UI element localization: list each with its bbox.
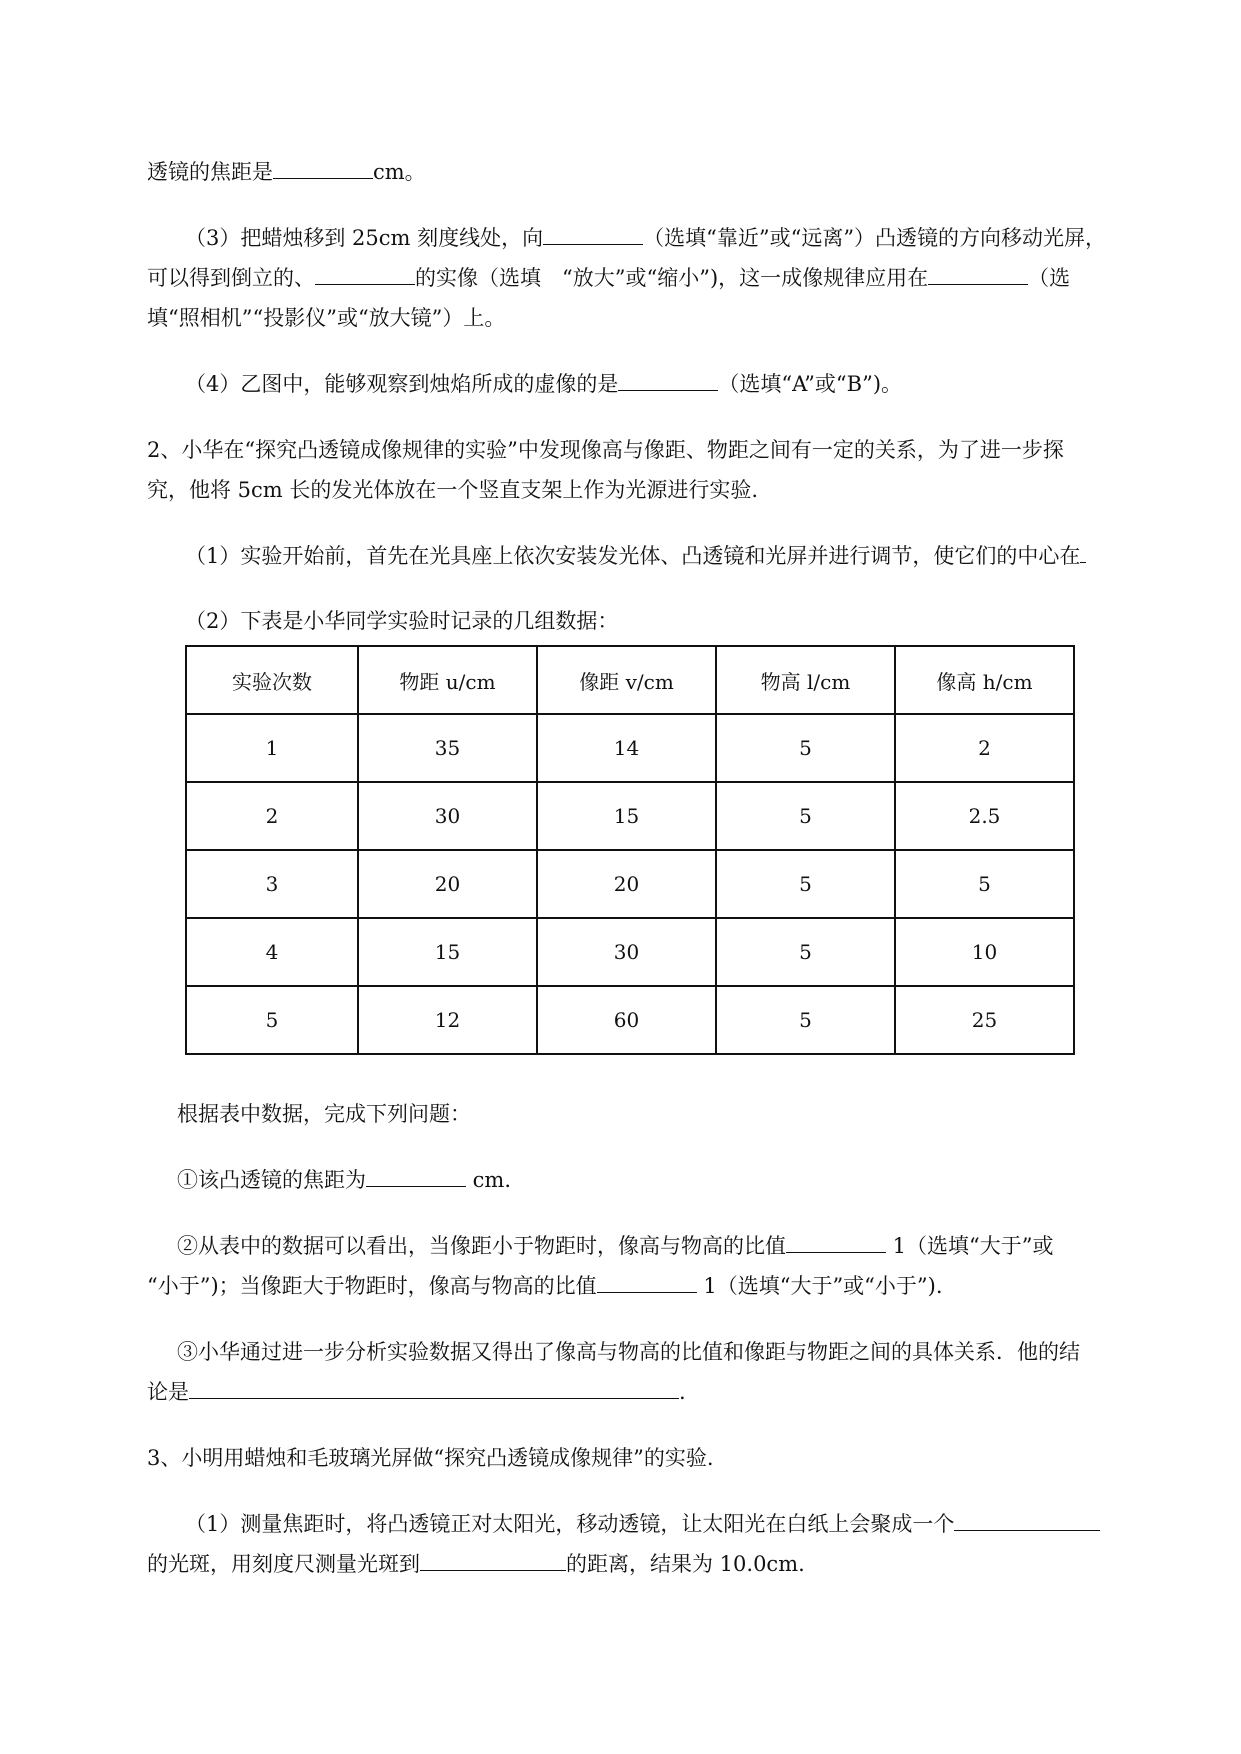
table-cell: 25	[895, 986, 1074, 1054]
table-cell: 3	[186, 850, 358, 918]
text-line-15	[147, 1378, 686, 1406]
text: .	[679, 1380, 686, 1404]
text: （3）把蜡烛移到 25cm 刻度线处，向	[185, 226, 544, 250]
text-line-13	[147, 1272, 943, 1300]
table-cell: 2.5	[895, 782, 1074, 850]
text: 3、小明用蜡烛和毛玻璃光屏做“探究凸透镜成像规律”的实验.	[147, 1446, 714, 1470]
table-header-row	[186, 646, 1074, 714]
answer-blank[interactable]	[189, 1378, 679, 1399]
text: 的实像（选填 “放大”或“缩小”)，这一成像规律应用在	[415, 266, 929, 290]
table-cell: 5	[716, 986, 895, 1054]
text: 1（选填“大于”或“小于”).	[696, 1274, 943, 1298]
text-line-6	[147, 436, 1064, 464]
table-cell: 2	[186, 782, 358, 850]
table-row	[186, 782, 1074, 850]
text: 2、小华在“探究凸透镜成像规律的实验”中发现像高与像距、物距之间有一定的关系，为了进一步探	[147, 438, 1064, 462]
table-row	[186, 986, 1074, 1054]
table-header-cell: 实验次数	[186, 646, 358, 714]
text: cm。	[373, 160, 426, 184]
table-cell: 1	[186, 714, 358, 782]
table-cell: 4	[186, 918, 358, 986]
text-line-9	[185, 607, 618, 635]
text-line-16	[147, 1444, 714, 1472]
table-header-cell: 像距 v/cm	[537, 646, 716, 714]
table-header-cell: 物距 u/cm	[358, 646, 537, 714]
text: cm.	[466, 1168, 512, 1192]
answer-blank[interactable]	[420, 1550, 566, 1571]
answer-blank[interactable]	[954, 1510, 1100, 1531]
table-cell: 15	[537, 782, 716, 850]
text: （选填“靠近”或“远离”）凸透镜的方向移动光屏，	[643, 226, 1107, 250]
text-line-4	[147, 304, 505, 332]
table-cell: 20	[358, 850, 537, 918]
answer-blank[interactable]	[543, 224, 643, 245]
table-cell: 5	[186, 986, 358, 1054]
text-line-1	[147, 158, 426, 186]
text-line-12	[177, 1232, 1054, 1260]
table-cell: 20	[537, 850, 716, 918]
text-line-11	[177, 1166, 511, 1194]
text: ②从表中的数据可以看出，当像距小于物距时，像高与物高的比值	[177, 1234, 786, 1258]
table-cell: 5	[716, 918, 895, 986]
text: 填“照相机”“投影仪”或“放大镜”）上。	[147, 306, 506, 330]
text: 的距离，结果为 10.0cm.	[566, 1552, 805, 1576]
text: 论是	[147, 1380, 189, 1404]
text-line-17	[185, 1510, 1100, 1538]
text: （4）乙图中，能够观察到烛焰所成的虚像的是	[185, 372, 619, 396]
table-cell: 35	[358, 714, 537, 782]
table-cell: 5	[716, 714, 895, 782]
answer-blank[interactable]	[1080, 542, 1086, 563]
text-line-18	[147, 1550, 805, 1578]
text-line-10	[177, 1100, 471, 1128]
table-cell: 60	[537, 986, 716, 1054]
table-row	[186, 714, 1074, 782]
answer-blank[interactable]	[366, 1166, 466, 1187]
text: ③小华通过进一步分析实验数据又得出了像高与物高的比值和像距与物距之间的具体关系．他的结	[177, 1340, 1080, 1364]
table-cell: 5	[895, 850, 1074, 918]
text: （选填“A”或“B”)。	[718, 372, 903, 396]
text-line-14	[177, 1338, 1080, 1366]
answer-blank[interactable]	[928, 264, 1028, 285]
answer-blank[interactable]	[786, 1232, 886, 1253]
table-header-cell: 像高 h/cm	[895, 646, 1074, 714]
table-header-cell: 物高 l/cm	[716, 646, 895, 714]
table-cell: 30	[358, 782, 537, 850]
text: 可以得到倒立的、	[147, 266, 315, 290]
text: 透镜的焦距是	[147, 160, 273, 184]
table-row	[186, 918, 1074, 986]
table-cell: 12	[358, 986, 537, 1054]
text-line-2	[185, 224, 1106, 252]
answer-blank[interactable]	[315, 264, 415, 285]
table-cell: 5	[716, 782, 895, 850]
text: ①该凸透镜的焦距为	[177, 1168, 366, 1192]
text: （1）测量焦距时，将凸透镜正对太阳光，移动透镜，让太阳光在白纸上会聚成一个	[185, 1512, 955, 1536]
answer-blank[interactable]	[618, 370, 718, 391]
text-line-7	[147, 476, 758, 504]
answer-blank[interactable]	[597, 1272, 697, 1293]
table-cell: 10	[895, 918, 1074, 986]
text: （1）实验开始前，首先在光具座上依次安装发光体、凸透镜和光屏并进行调节，使它们的中心在	[185, 544, 1081, 568]
table-row	[186, 850, 1074, 918]
text: 1（选填“大于”或	[886, 1234, 1054, 1258]
answer-blank[interactable]	[273, 158, 373, 179]
table-cell: 14	[537, 714, 716, 782]
table-cell: 2	[895, 714, 1074, 782]
text: 究，他将 5cm 长的发光体放在一个竖直支架上作为光源进行实验.	[147, 478, 759, 502]
text-line-3	[147, 264, 1070, 292]
table-cell: 30	[537, 918, 716, 986]
text-line-8	[185, 542, 1086, 570]
text: 根据表中数据，完成下列问题：	[177, 1102, 471, 1126]
text: （2）下表是小华同学实验时记录的几组数据：	[185, 609, 619, 633]
data-table	[185, 645, 1075, 1055]
table-cell: 15	[358, 918, 537, 986]
text: “小于”)；当像距大于物距时，像高与物高的比值	[147, 1274, 597, 1298]
text: （选	[1028, 266, 1071, 290]
text: 的光斑，用刻度尺测量光斑到	[147, 1552, 420, 1576]
table-cell: 5	[716, 850, 895, 918]
text-line-5	[185, 370, 902, 398]
